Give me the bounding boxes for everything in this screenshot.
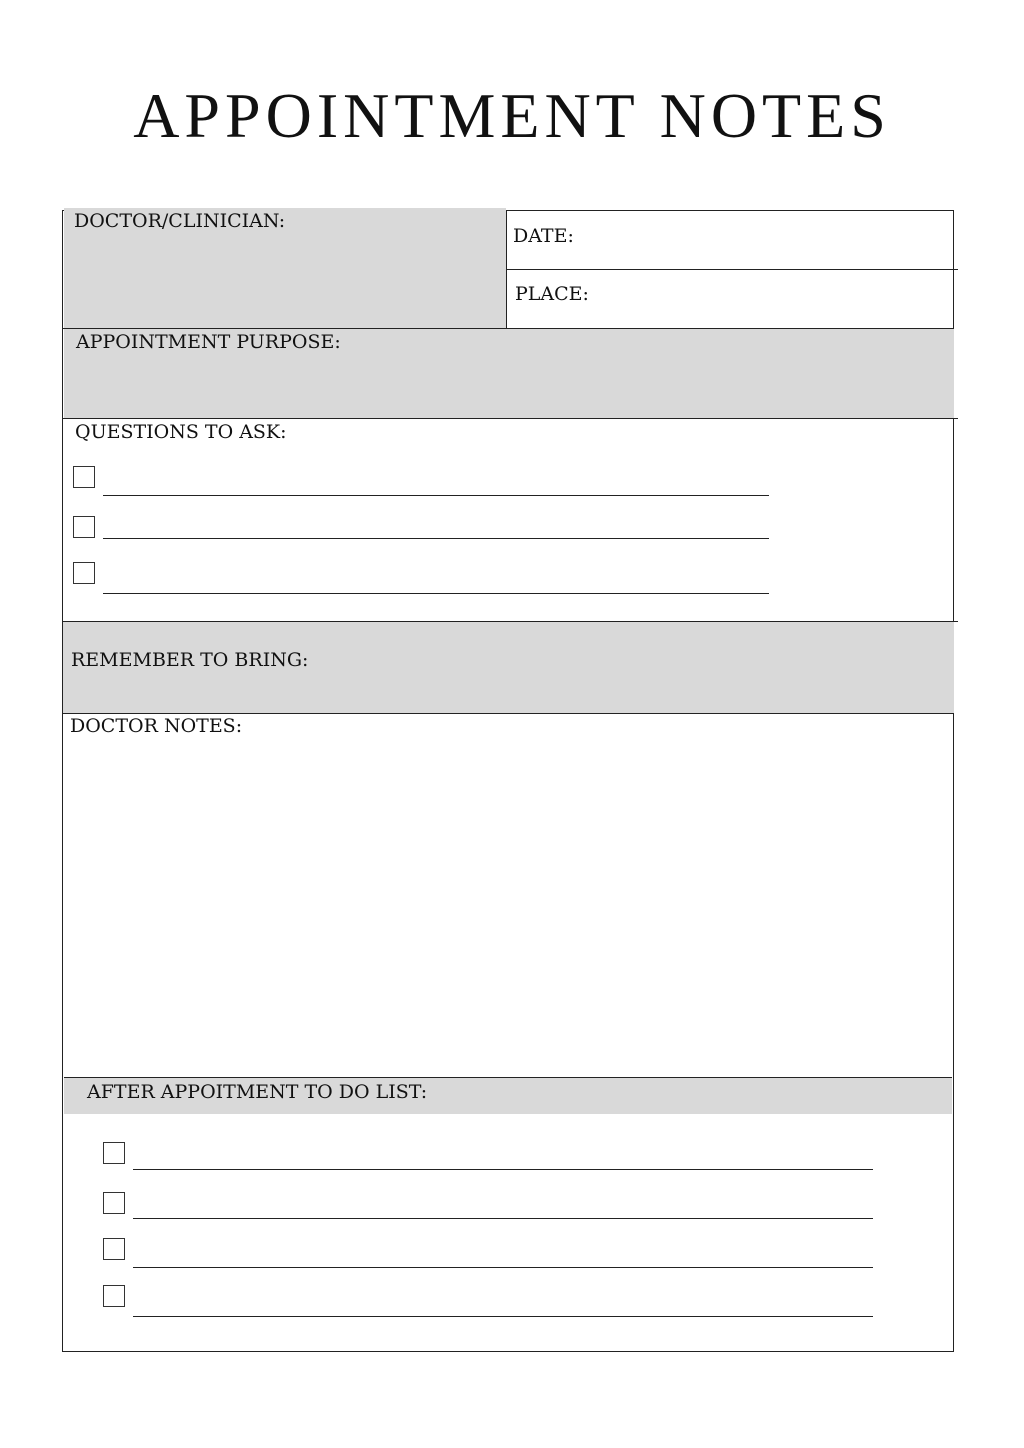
bring-label: REMEMBER TO BRING:: [71, 649, 309, 671]
todo-checkbox-1[interactable]: [103, 1142, 125, 1164]
divider-row4: [62, 713, 954, 714]
question-line-1[interactable]: [103, 495, 769, 496]
notes-label: DOCTOR NOTES:: [70, 715, 243, 737]
todo-line-4[interactable]: [133, 1316, 873, 1317]
question-line-3[interactable]: [103, 593, 769, 594]
date-label: DATE:: [513, 225, 574, 247]
todo-label: AFTER APPOITMENT TO DO LIST:: [87, 1081, 428, 1103]
questions-label: QUESTIONS TO ASK:: [75, 421, 287, 443]
todo-line-1[interactable]: [133, 1169, 873, 1170]
notes-area[interactable]: [64, 745, 952, 1073]
question-checkbox-3[interactable]: [73, 562, 95, 584]
purpose-label: APPOINTMENT PURPOSE:: [76, 331, 341, 353]
question-checkbox-1[interactable]: [73, 466, 95, 488]
place-label: PLACE:: [515, 283, 589, 305]
todo-line-2[interactable]: [133, 1218, 873, 1219]
place-field[interactable]: [590, 274, 950, 324]
date-field[interactable]: [580, 215, 950, 265]
todo-checkbox-4[interactable]: [103, 1285, 125, 1307]
divider-date-place: [506, 269, 958, 270]
question-line-2[interactable]: [103, 538, 769, 539]
page-title: APPOINTMENT NOTES: [133, 80, 891, 151]
question-checkbox-2[interactable]: [73, 516, 95, 538]
todo-checkbox-2[interactable]: [103, 1192, 125, 1214]
todo-checkbox-3[interactable]: [103, 1238, 125, 1260]
divider-row2: [62, 418, 958, 419]
doctor-label: DOCTOR/CLINICIAN:: [74, 210, 286, 232]
todo-line-3[interactable]: [133, 1267, 873, 1268]
